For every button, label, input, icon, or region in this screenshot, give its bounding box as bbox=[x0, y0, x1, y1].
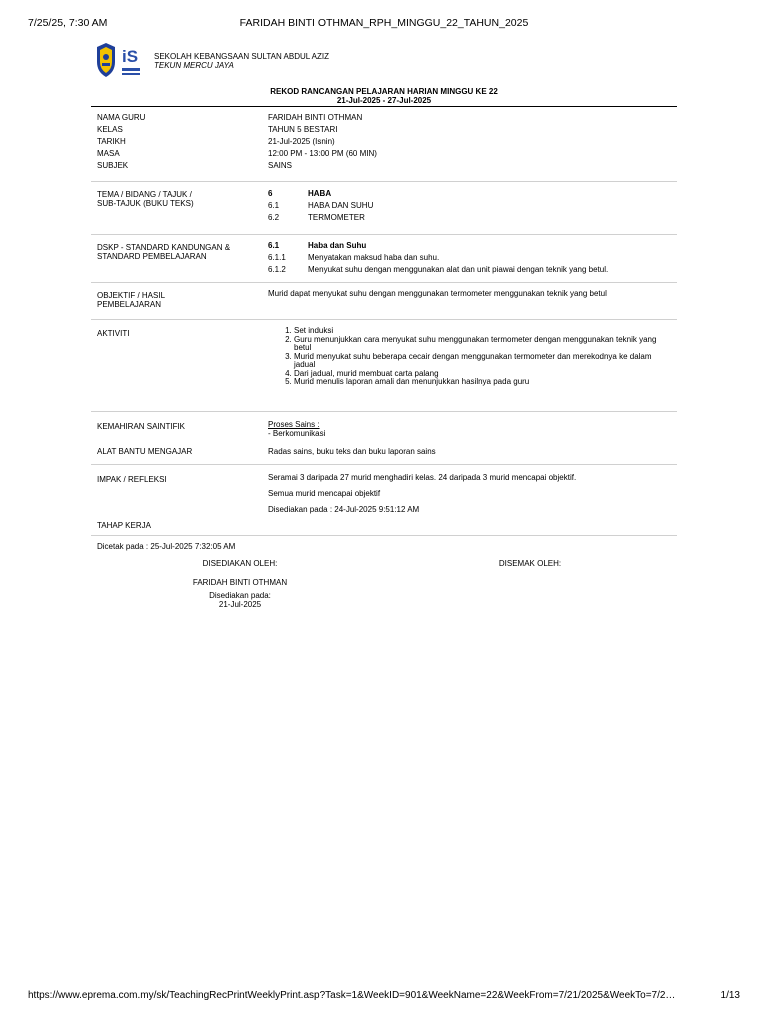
dskp-item bbox=[268, 264, 677, 276]
value-tarikh: 21-Jul-2025 (Isnin) bbox=[268, 137, 335, 146]
print-header bbox=[28, 17, 740, 31]
activity-item: 2. Guru menunjukkan cara menyukat suhu menggunakan termometer dengan menggunakan teknik yang betul bbox=[294, 336, 664, 353]
lesson-plan-document bbox=[91, 87, 677, 536]
activity-item: 1. Set induksi bbox=[294, 327, 664, 336]
label-subjek: SUBJEK bbox=[97, 161, 129, 170]
label-dskp bbox=[97, 243, 257, 261]
disemak-oleh-label: DISEMAK OLEH: bbox=[498, 559, 562, 568]
dskp-num: 6.1.2 bbox=[268, 265, 286, 274]
dskp-text: Menyatakan maksud haba dan suhu. bbox=[308, 253, 440, 262]
label-dskp-line1: DSKP - STANDARD KANDUNGAN & bbox=[97, 243, 231, 252]
tema-text: HABA DAN SUHU bbox=[308, 201, 374, 210]
value-kelas: TAHUN 5 BESTARI bbox=[268, 125, 338, 134]
label-aktiviti: AKTIVITI bbox=[97, 329, 130, 338]
print-url: https://www.eprema.com.my/sk/TeachingRecPrintWeeklyPrint.asp?Task=1&WeekID=901&WeekName=22&WeekFrom=7/21/2025&WeekTo=7/2… bbox=[28, 990, 676, 1001]
value-subjek: SAINS bbox=[268, 161, 293, 170]
row-kelas bbox=[91, 124, 677, 136]
activity-list bbox=[268, 327, 677, 387]
value-impak-line2: Semua murid mencapai objektif bbox=[268, 489, 381, 498]
label-kemahiran: KEMAHIRAN SAINTIFIK bbox=[97, 422, 186, 431]
activity-item: 4. Dari jadual, murid membuat carta palang bbox=[294, 370, 664, 379]
tema-item bbox=[268, 200, 677, 212]
row-tarikh bbox=[91, 136, 677, 148]
value-kemahiran: - Berkomunikasi bbox=[268, 429, 326, 438]
tema-num: 6 bbox=[268, 189, 273, 198]
row-masa bbox=[91, 148, 677, 160]
tema-num: 6.1 bbox=[268, 201, 280, 210]
row-nama-guru bbox=[91, 112, 677, 124]
tema-text: TERMOMETER bbox=[308, 213, 365, 222]
objektif-section bbox=[91, 283, 677, 320]
dskp-text: Haba dan Suhu bbox=[308, 241, 367, 250]
label-tema-line1: TEMA / BIDANG / TAJUK / bbox=[97, 190, 192, 199]
svg-text:iS: iS bbox=[122, 47, 139, 66]
tema-item bbox=[268, 188, 677, 200]
school-motto: TEKUN MERCU JAYA bbox=[154, 61, 234, 70]
dskp-num: 6.1 bbox=[268, 241, 280, 250]
label-nama-guru: NAMA GURU bbox=[97, 113, 146, 122]
activity-item: 3. Murid menyukat suhu beberapa cecair dengan menggunakan termometer dan merekodnya ke dalam jadual bbox=[294, 353, 664, 370]
impak-section bbox=[91, 465, 677, 536]
value-masa: 12:00 PM - 13:00 PM (60 MIN) bbox=[268, 149, 377, 158]
label-impak: IMPAK / REFLEKSI bbox=[97, 475, 167, 484]
value-objektif: Murid dapat menyukat suhu dengan menggunakan termometer menggunakan teknik yang betul bbox=[268, 289, 607, 298]
disediakan-pada-label: Disediakan pada: bbox=[209, 591, 271, 600]
tema-item bbox=[268, 212, 677, 224]
kemahiran-alat-section bbox=[91, 412, 677, 465]
tahap-kerja-label: TAHAP KERJA bbox=[97, 521, 151, 530]
print-footer bbox=[28, 990, 740, 1004]
document-title: REKOD RANCANGAN PELAJARAN HARIAN MINGGU KE 22 bbox=[270, 87, 498, 96]
label-kelas: KELAS bbox=[97, 125, 123, 134]
print-title: FARIDAH BINTI OTHMAN_RPH_MINGGU_22_TAHUN_2025 bbox=[239, 17, 529, 29]
school-crest-icon bbox=[95, 42, 117, 78]
label-objektif-line1: OBJEKTIF / HASIL bbox=[97, 291, 166, 300]
label-tarikh: TARIKH bbox=[97, 137, 126, 146]
label-objektif bbox=[97, 291, 257, 309]
label-objektif-line2: PEMBELAJARAN bbox=[97, 300, 162, 309]
school-header bbox=[154, 52, 329, 70]
dskp-section bbox=[91, 235, 677, 283]
label-dskp-line2: STANDARD PEMBELAJARAN bbox=[97, 252, 207, 261]
dskp-item bbox=[268, 240, 677, 252]
tema-section bbox=[91, 182, 677, 235]
value-impak-line3: Disediakan pada : 24-Jul-2025 9:51:12 AM bbox=[268, 505, 420, 514]
printed-on: Dicetak pada : 25-Jul-2025 7:32:05 AM bbox=[97, 542, 236, 551]
label-tema bbox=[97, 190, 257, 208]
tema-text: HABA bbox=[308, 189, 332, 198]
value-alat: Radas sains, buku teks dan buku laporan sains bbox=[268, 447, 436, 456]
row-subjek bbox=[91, 160, 677, 172]
label-alat: ALAT BANTU MENGAJAR bbox=[97, 447, 193, 456]
info-section bbox=[91, 107, 677, 182]
document-date-range: 21-Jul-2025 - 27-Jul-2025 bbox=[336, 96, 432, 105]
label-masa: MASA bbox=[97, 149, 120, 158]
activity-item: 5. Murid menulis laporan amali dan menunjukkan hasilnya pada guru bbox=[294, 378, 664, 387]
value-impak-line1: Seramai 3 daripada 27 murid menghadiri kelas. 24 daripada 3 murid mencapai objektif. bbox=[268, 473, 577, 482]
print-page-number: 1/13 bbox=[720, 990, 740, 1001]
tema-num: 6.2 bbox=[268, 213, 280, 222]
dskp-num: 6.1.1 bbox=[268, 253, 286, 262]
print-datetime: 7/25/25, 7:30 AM bbox=[28, 17, 108, 29]
aktiviti-section bbox=[91, 320, 677, 412]
value-nama-guru: FARIDAH BINTI OTHMAN bbox=[268, 113, 363, 122]
disediakan-oleh-label: DISEDIAKAN OLEH: bbox=[202, 559, 278, 568]
teacher-name: FARIDAH BINTI OTHMAN bbox=[192, 578, 288, 587]
eprema-logo-icon bbox=[121, 42, 141, 76]
dskp-item bbox=[268, 252, 677, 264]
school-name: SEKOLAH KEBANGSAAN SULTAN ABDUL AZIZ bbox=[154, 52, 330, 61]
kemahiran-heading: Proses Sains : bbox=[268, 420, 320, 429]
signature-date: 21-Jul-2025 bbox=[218, 600, 262, 609]
label-tema-line2: SUB-TAJUK (BUKU TEKS) bbox=[97, 199, 194, 208]
dskp-text: Menyukat suhu dengan menggunakan alat dan unit piawai dengan teknik yang betul. bbox=[308, 265, 609, 274]
